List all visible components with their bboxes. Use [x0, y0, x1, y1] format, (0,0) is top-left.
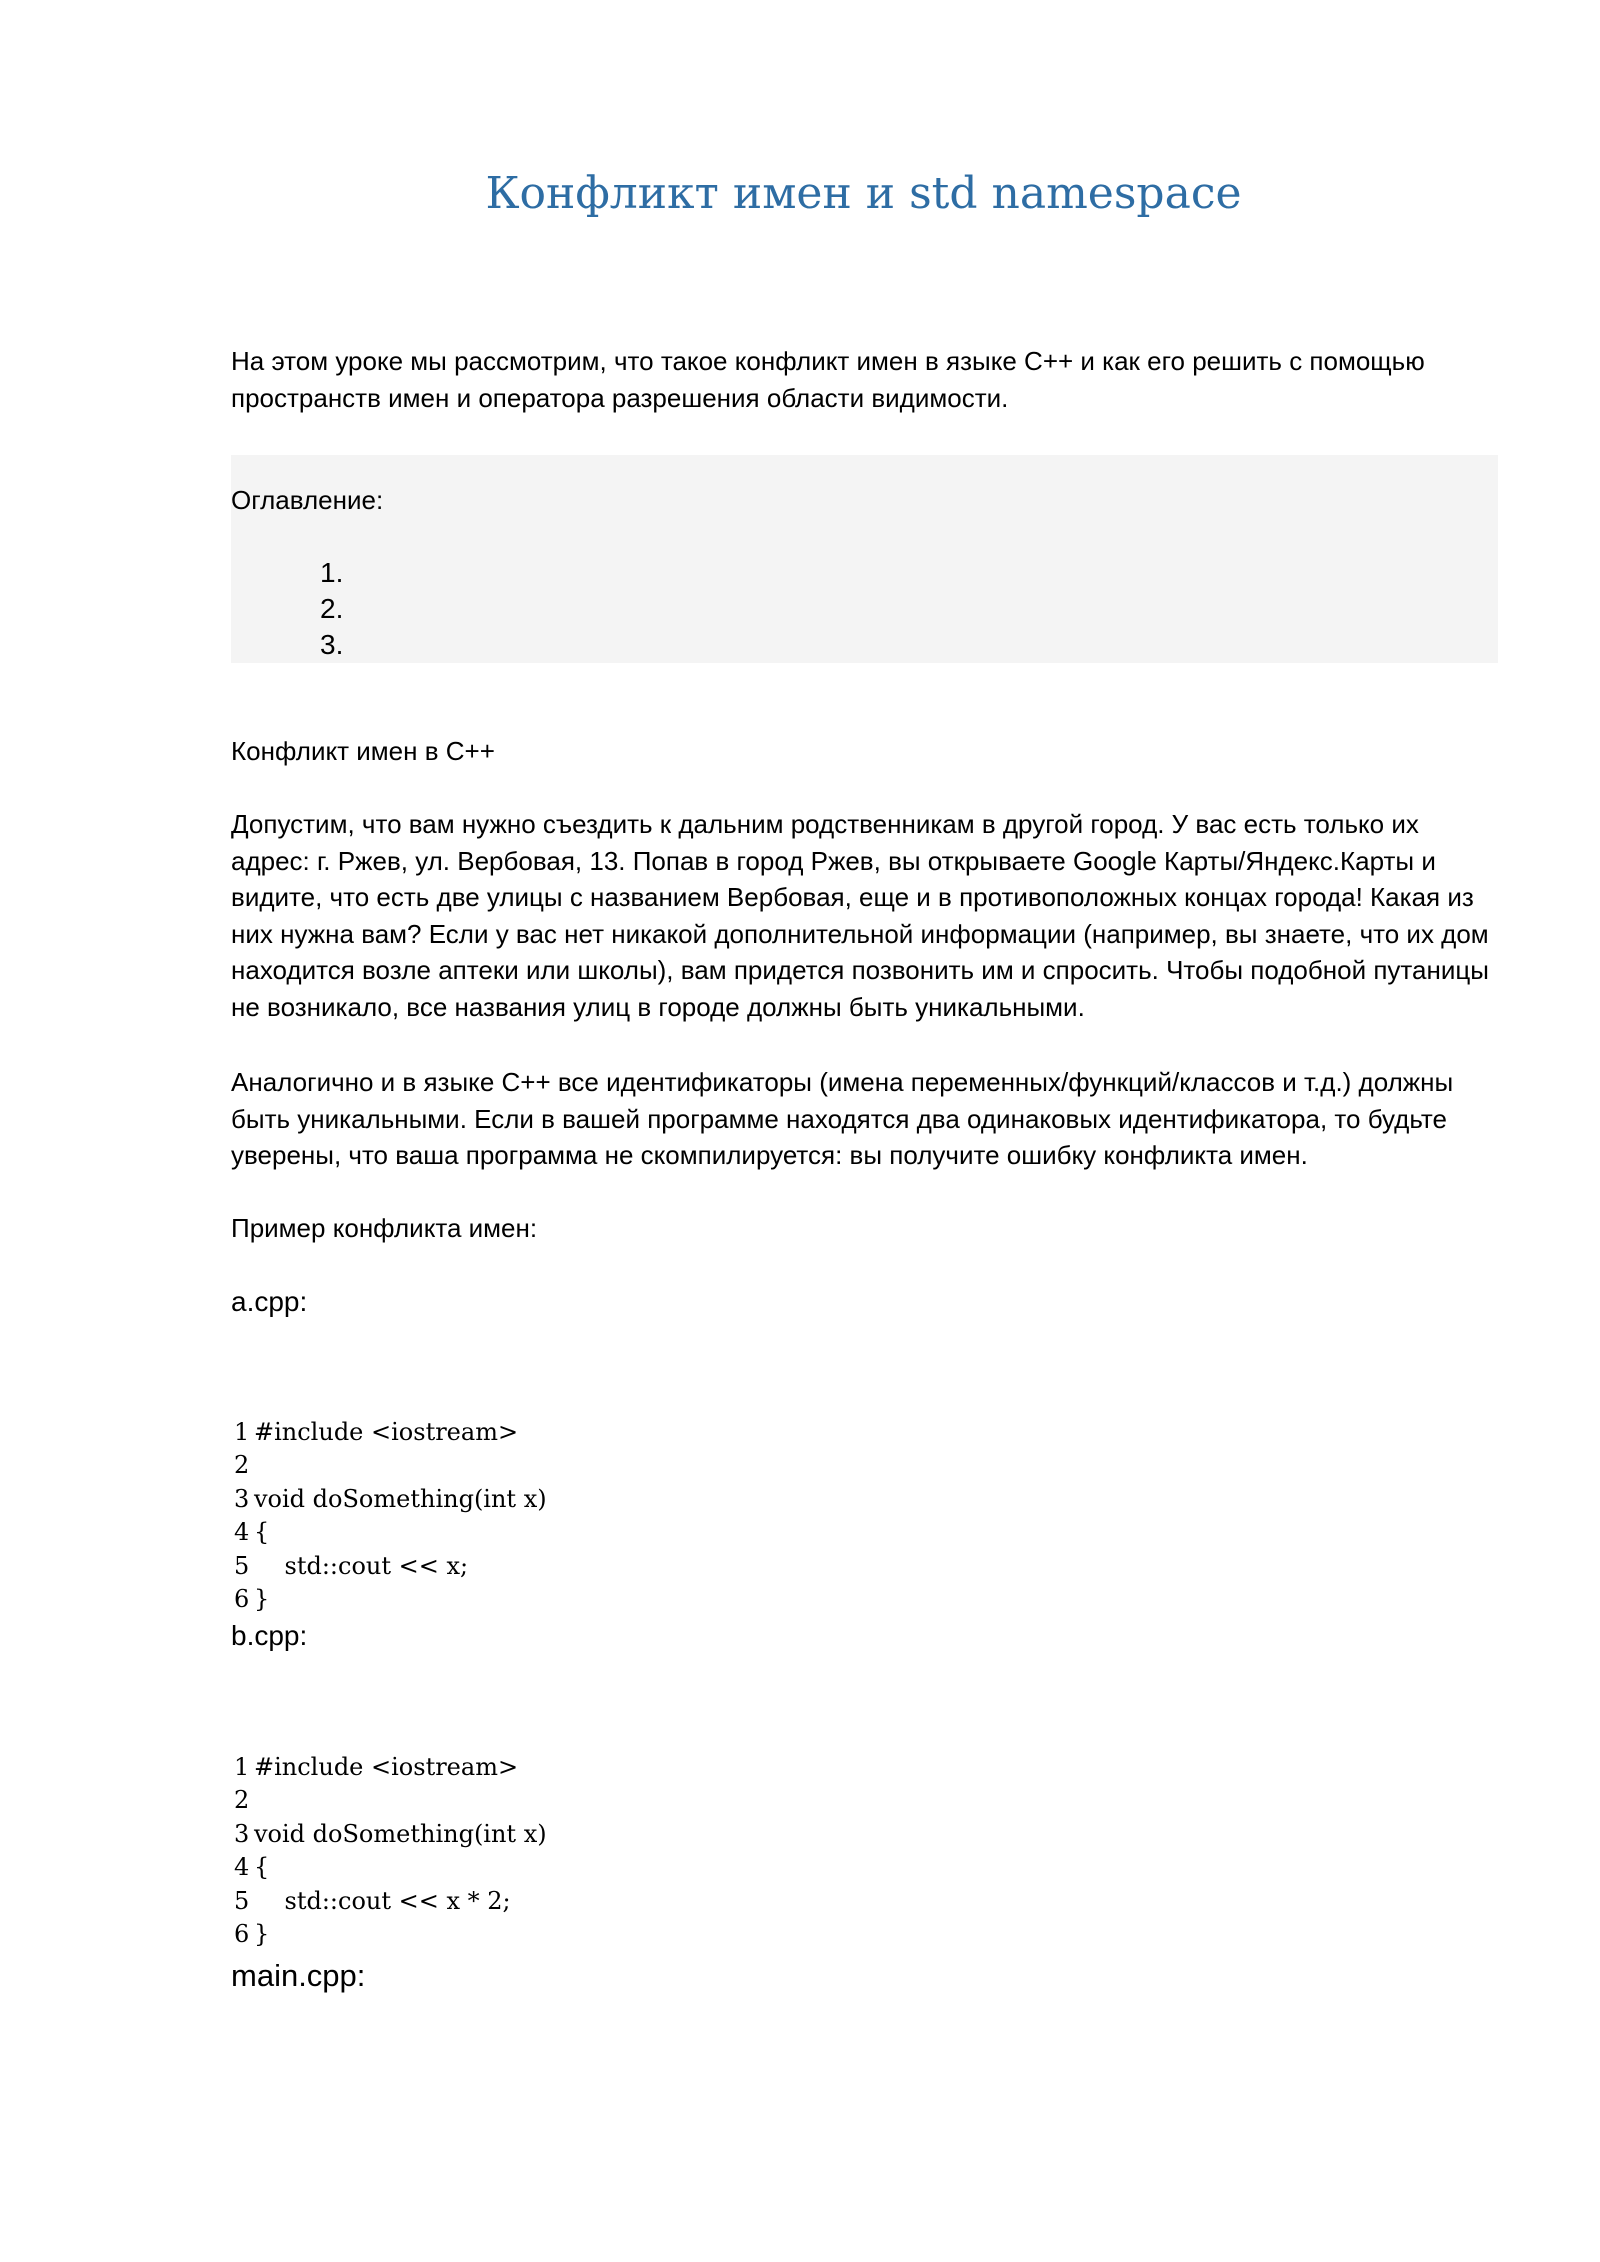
section-heading: Конфликт имен в C++ — [231, 736, 495, 766]
code-line — [234, 1784, 547, 1817]
line-number: 6 — [234, 1920, 250, 1949]
table-of-contents — [231, 455, 1498, 663]
file-label-b-cpp: b.cpp: — [231, 1620, 308, 1651]
line-number: 5 — [234, 1551, 250, 1580]
toc-list — [320, 555, 343, 663]
code-block-a-cpp — [234, 1416, 547, 1616]
paragraph-identifiers: Аналогично и в языке C++ все идентификаторы (имена переменных/функций/классов и т.д.) должны быть уникальными. Если в вашей программе находятся два одинаковых идентификатора, то будьте уверены, что ваша программа не скомпилируется: вы получите ошибку конфликта имен. — [231, 1067, 1454, 1170]
intro-paragraph: На этом уроке мы рассмотрим, что такое конфликт имен в языке C++ и как его решить с помощью пространств имен и оператора разрешения области видимости. — [231, 346, 1425, 413]
code-block-b-cpp — [234, 1751, 547, 1951]
code-text: { — [254, 1518, 270, 1547]
line-number: 1 — [234, 1753, 250, 1781]
line-number: 4 — [234, 1853, 250, 1882]
line-number: 4 — [234, 1518, 250, 1547]
code-text: void doSomething(int x) — [254, 1819, 547, 1848]
line-number: 3 — [234, 1484, 250, 1513]
code-line — [234, 1751, 547, 1784]
toc-item[interactable]: 3. — [320, 629, 344, 660]
file-label-a-cpp: a.cpp: — [231, 1286, 308, 1317]
code-line — [234, 1516, 547, 1549]
line-number: 2 — [234, 1451, 250, 1480]
code-text: std::cout << x * 2; — [254, 1886, 511, 1915]
code-text: } — [254, 1585, 270, 1614]
code-text: { — [254, 1853, 270, 1882]
file-label-main-cpp: main.cpp: — [231, 1958, 366, 1993]
code-text: void doSomething(int x) — [254, 1484, 547, 1513]
toc-item[interactable]: 2. — [320, 593, 344, 624]
code-text: std::cout << x; — [254, 1551, 469, 1580]
code-line — [234, 1851, 547, 1884]
line-number: 5 — [234, 1886, 250, 1915]
code-line — [234, 1416, 547, 1449]
code-line — [234, 1885, 547, 1918]
code-line — [234, 1483, 547, 1516]
code-line — [234, 1583, 547, 1616]
line-number: 3 — [234, 1819, 250, 1848]
code-text: } — [254, 1920, 270, 1949]
code-text: #include <iostream> — [254, 1418, 519, 1446]
paragraph-streets: Допустим, что вам нужно съездить к дальним родственникам в другой город. У вас есть только их адрес: г. Ржев, ул. Вербовая, 13. Попав в город Ржев, вы открываете Google Карты/Яндекс.Карты и видите, что есть две улицы с названием Вербовая, еще и в противоположных концах города! Какая из них нужна вам? Если у вас нет никакой дополнительной информации (например, вы знаете, что их дом находится возле аптеки или школы), вам придется позвонить им и спросить. Чтобы подобной путаницы не возникало, все названия улиц в городе должны быть уникальными. — [231, 809, 1489, 1022]
line-number: 6 — [234, 1585, 250, 1614]
code-line — [234, 1550, 547, 1583]
page-title: Конфликт имен и std namespace — [485, 168, 1242, 219]
example-label: Пример конфликта имен: — [231, 1213, 538, 1243]
toc-title: Оглавление: — [231, 485, 384, 515]
toc-item[interactable]: 1. — [320, 557, 344, 588]
code-text: #include <iostream> — [254, 1753, 519, 1781]
line-number: 2 — [234, 1786, 250, 1815]
line-number: 1 — [234, 1418, 250, 1446]
code-line — [234, 1918, 547, 1951]
code-line — [234, 1449, 547, 1482]
code-line — [234, 1818, 547, 1851]
